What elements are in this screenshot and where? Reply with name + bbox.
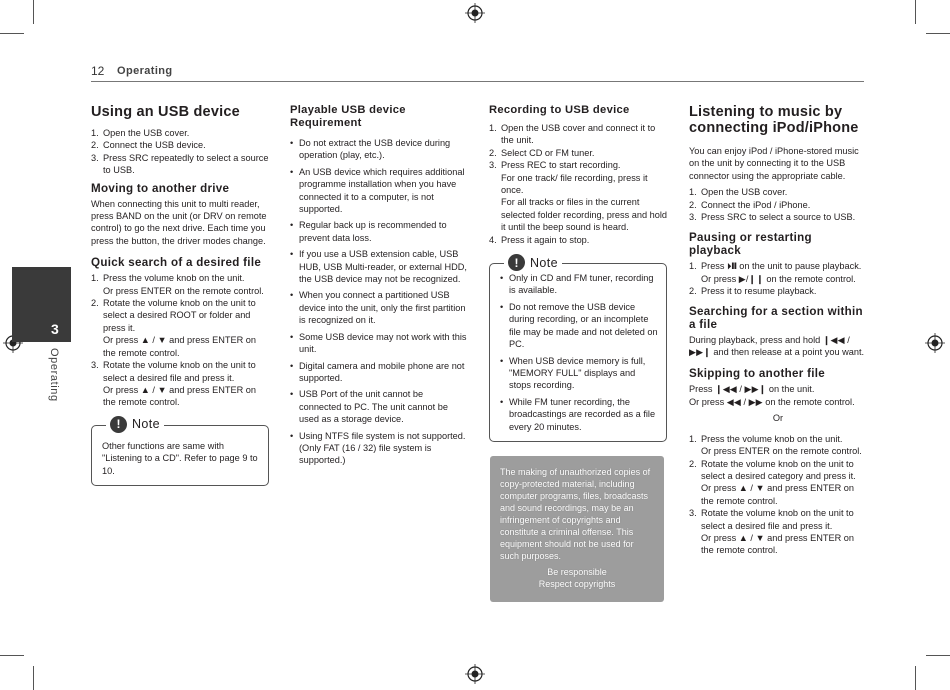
- registration-mark-icon: [925, 333, 945, 353]
- recording-steps-list: [489, 122, 667, 246]
- note-box: [489, 255, 667, 442]
- usb-steps-list: [91, 127, 269, 177]
- list-item: 2. Select CD or FM tuner.: [489, 147, 595, 158]
- requirement-list: [290, 137, 468, 467]
- note-title: Note: [132, 417, 161, 432]
- list-item: • USB Port of the unit cannot be connected to PC. The unit cannot be used as a storage device.: [290, 388, 468, 425]
- list-item: • Do not extract the USB device during operation (play, etc.).: [290, 137, 468, 162]
- ipod-steps-list: [689, 186, 867, 223]
- heading-recording-usb: Recording to USB device: [489, 104, 630, 116]
- crop-mark: [0, 655, 24, 656]
- list-item: 3. Press SRC repeatedly to select a source to USB.: [91, 152, 269, 176]
- list-item: • Regular back up is recommended to prevent data loss.: [290, 219, 468, 244]
- skip-text-1: Press ❙◀◀ / ▶▶❙ on the unit.: [689, 384, 815, 395]
- ipod-intro: You can enjoy iPod / iPhone-stored music on the unit by connecting it to the USB connector using the appropriate cable.: [689, 146, 859, 181]
- heading-using-usb: Using an USB device: [91, 104, 240, 120]
- heading-ipod: Listening to music by connecting iPod/iPhone: [689, 104, 859, 136]
- exclamation-icon: !: [110, 416, 127, 433]
- heading-pausing: Pausing or restarting playback: [689, 231, 812, 258]
- exclamation-icon: !: [508, 254, 525, 271]
- page-number: 12: [91, 64, 105, 78]
- copyright-notice: [490, 456, 664, 602]
- copyright-line-1: Be responsible: [547, 567, 607, 577]
- pause-steps-list: [689, 260, 867, 297]
- list-item: • While FM tuner recording, the broadcastings are recorded as a file every 20 minutes.: [500, 396, 658, 433]
- chapter-number: 3: [51, 321, 59, 337]
- list-item: 2. Press it to resume playback.: [689, 286, 817, 297]
- list-item: • When USB device memory is full, "MEMORY FULL" displays and stops recording.: [500, 355, 658, 392]
- list-item: 2. Connect the USB device.: [91, 140, 206, 151]
- heading-skipping: Skipping to another file: [689, 367, 826, 381]
- list-item: 3. Press SRC to select a source to USB.: [689, 212, 856, 223]
- list-item: • Do not remove the USB device during recording, or an incomplete file may be made and not deleted on PC.: [500, 301, 658, 351]
- crop-mark: [926, 33, 950, 34]
- heading-moving-drive: Moving to another drive: [91, 181, 230, 195]
- list-item: 4. Press it again to stop.: [489, 234, 590, 245]
- note-header: [504, 254, 562, 271]
- registration-mark-icon: [465, 664, 485, 684]
- crop-mark: [33, 0, 34, 24]
- list-item: 2. Rotate the volume knob on the unit to select a desired ROOT or folder and press it. Or press ▲ / ▼ and press ENTER on the remote control.: [91, 298, 256, 358]
- skip-steps-list: [689, 433, 867, 557]
- note-text: Other functions are same with "Listening to a CD". Refer to page 9 to 10.: [102, 440, 258, 476]
- column-ipod: [689, 104, 867, 557]
- note-list: [500, 272, 658, 433]
- note-title: Note: [530, 255, 559, 270]
- list-item: • Digital camera and mobile phone are not supported.: [290, 360, 468, 385]
- list-item: 1. Press ⏵❙❙ on the unit to pause playback. Or press ▶/❙❙ on the remote control.: [689, 261, 862, 284]
- or-label: Or: [772, 413, 784, 424]
- note-header: [106, 416, 164, 433]
- heading-quick-search: Quick search of a desired file: [91, 256, 262, 270]
- moving-drive-text: When connecting this unit to multi reader, press BAND on the unit (or DRV on remote control) to go the next drive. Each time you press the button, the driver modes change.: [91, 198, 267, 246]
- page-header: [91, 63, 864, 82]
- copyright-text: The making of unauthorized copies of copy-protected material, including computer programs, files, broadcasts and sound recordings, may be an infringement of copyrights and constitute a criminal offense. This equipment should not be used for such purposes.: [500, 467, 651, 561]
- list-item: • Some USB device may not work with this unit.: [290, 331, 468, 356]
- column-recording: [489, 104, 667, 442]
- search-text: During playback, press and hold ❙◀◀ / ▶▶❙ and then release at a point you want.: [689, 334, 865, 358]
- crop-mark: [926, 655, 950, 656]
- column-usb-device: [91, 104, 269, 486]
- list-item: • An USB device which requires additional programme installation when you have connected it to a computer, is not supported.: [290, 166, 468, 216]
- list-item: 1. Open the USB cover and connect it to the unit.: [489, 123, 656, 146]
- crop-mark: [33, 666, 34, 690]
- list-item: 1. Open the USB cover.: [689, 187, 788, 198]
- list-item: 2. Connect the iPod / iPhone.: [689, 199, 811, 210]
- heading-searching: Searching for a section within a file: [689, 304, 863, 331]
- list-item: 1. Press the volume knob on the unit. Or press ENTER on the remote control.: [689, 433, 862, 457]
- crop-mark: [915, 666, 916, 690]
- list-item: 3. Press REC to start recording. For one track/ file recording, press it once. For all tracks or files in the current selected folder recording, press and hold it until the beep sound is heard.: [489, 160, 667, 233]
- list-item: 3. Rotate the volume knob on the unit to select a desired file and press it. Or press ▲ / ▼ and press ENTER on the remote control.: [689, 508, 854, 556]
- registration-mark-icon: [465, 3, 485, 23]
- list-item: • If you use a USB extension cable, USB HUB, USB Multi-reader, or external HDD, the USB device may not be recognized.: [290, 248, 468, 285]
- crop-mark: [0, 33, 24, 34]
- list-item: 1. Press the volume knob on the unit. Or press ENTER on the remote control.: [91, 273, 264, 296]
- list-item: 3. Rotate the volume knob on the unit to select a desired file and press it. Or press ▲ / ▼ and press ENTER on the remote control.: [91, 360, 256, 408]
- chapter-tab: [12, 267, 71, 342]
- list-item: 1. Open the USB cover.: [91, 128, 190, 138]
- section-title: Operating: [117, 65, 173, 77]
- heading-playable-usb: Playable USB device Requirement: [290, 104, 406, 129]
- copyright-line-2: Respect copyrights: [538, 579, 616, 589]
- list-item: • Only in CD and FM tuner, recording is available.: [500, 272, 658, 297]
- column-usb-requirement: [290, 104, 468, 471]
- chapter-label: Operating: [48, 348, 60, 402]
- note-box: [91, 417, 269, 486]
- list-item: • Using NTFS file system is not supported. (Only FAT (16 / 32) file system is supported.): [290, 430, 468, 467]
- skip-text-2: Or press ◀◀ / ▶▶ on the remote control.: [689, 396, 855, 407]
- quick-search-list: [91, 272, 269, 408]
- list-item: • When you connect a partitioned USB device into the unit, only the first partition is recognized on it.: [290, 289, 468, 326]
- list-item: 2. Rotate the volume knob on the unit to select a desired category and press it. Or press ▲ / ▼ and press ENTER on the remote control.: [689, 458, 856, 506]
- crop-mark: [915, 0, 916, 24]
